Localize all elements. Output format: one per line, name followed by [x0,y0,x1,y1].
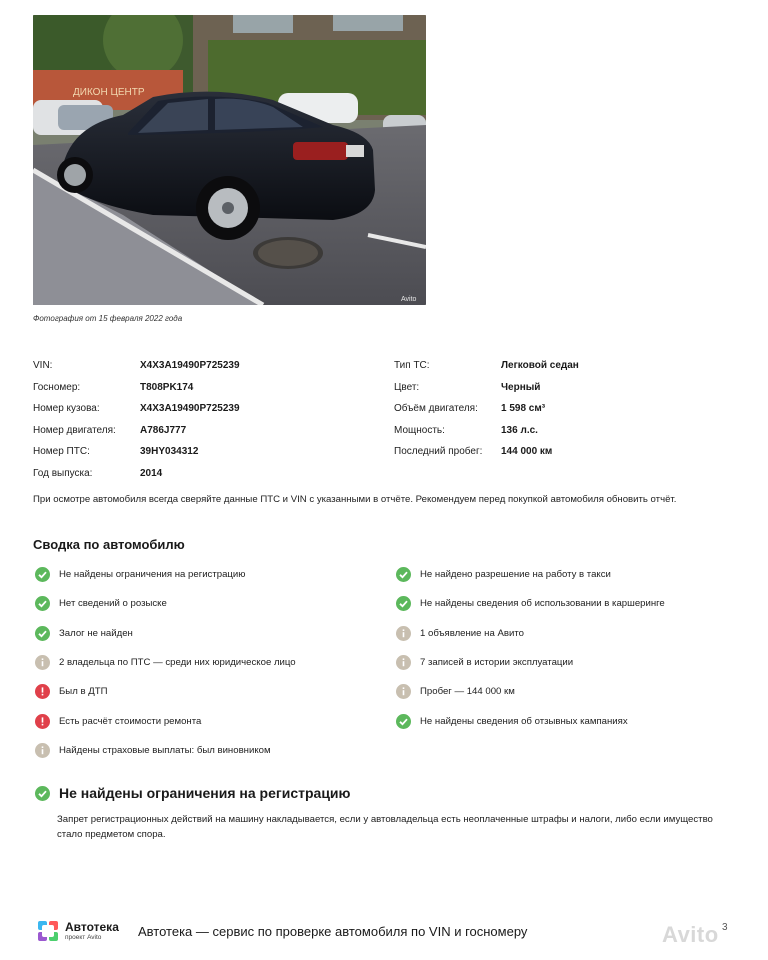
section-title [35,785,350,801]
warning-icon [35,714,50,729]
spec-label: Мощность: [394,424,445,436]
info-icon [35,743,50,758]
summary-text: 2 владельца по ПТС — среди них юридическое лицо [59,656,296,668]
summary-item [35,712,201,730]
spec-label: Объём двигателя: [394,403,478,415]
summary-title: Сводка по автомобилю [33,537,185,552]
photo-caption: Фотография от 15 февраля 2022 года [33,314,183,323]
spec-row [33,360,363,382]
spec-row [394,403,734,425]
spec-row [394,446,734,468]
summary-item [396,594,665,612]
spec-value: X4X3A19490P725239 [140,360,240,371]
summary-item [396,712,628,730]
spec-value: 136 л.с. [501,424,538,436]
spec-value: X4X3A19490P725239 [140,403,240,415]
spec-label: Тип ТС: [394,360,430,371]
info-icon [35,655,50,670]
summary-item [35,594,167,612]
summary-item [35,565,245,583]
summary-text: Нет сведений о розыске [59,597,167,609]
spec-row [394,360,734,382]
check-icon [35,626,50,641]
spec-label: Номер ПТС: [33,446,90,458]
summary-text: Найдены страховые выплаты: был виновником [59,744,271,756]
spec-value: 1 598 см³ [501,403,546,415]
section-text: Запрет регистрационных действий на машину накладывается, если у автовладельца есть неоплаченные штрафы и налоги, либо если имущество стало предметом спора. [57,814,713,840]
spec-value: T808PK174 [140,381,194,393]
check-icon [35,596,50,611]
specs-left [33,360,363,490]
specs-right [394,360,734,468]
summary-text: Был в ДТП [59,685,108,697]
spec-value: Легковой седан [501,360,579,371]
sign-text: ДИКОН ЦЕНТР [73,87,145,98]
spec-row [33,403,363,425]
spec-label: Цвет: [394,381,420,393]
check-icon [35,786,50,801]
spec-value: 39HY034312 [140,446,199,458]
logo-subtitle: проект Avito [65,933,102,941]
spec-value: A786J777 [140,424,187,436]
spec-label: VIN: [33,360,53,371]
summary-item [35,653,296,671]
spec-row [33,446,363,468]
autoteka-logo [37,920,119,942]
info-icon [396,626,411,641]
verification-note: При осмотре автомобиля всегда сверяйте данные ПТС и VIN с указанными в отчёте. Рекомендуем перед покупкой автомобиля обновить отчёт. [33,494,677,505]
summary-text: Пробег — 144 000 км [420,685,515,697]
summary-text: Не найдены сведения об отзывных кампаниях [420,715,628,727]
summary-text: 7 записей в истории эксплуатации [420,656,574,668]
summary-item [35,741,271,759]
spec-label: Номер двигателя: [33,424,116,436]
spec-label: Год выпуска: [33,467,93,479]
spec-row [33,468,363,490]
autoteka-logo-icon [37,920,59,942]
check-icon [396,596,411,611]
summary-text: Не найдено разрешение на работу в такси [420,568,611,580]
section-title-text: Не найдены ограничения на регистрацию [59,785,351,801]
spec-label: Последний пробег: [394,446,483,458]
spec-row [33,382,363,404]
summary-text: Не найдены ограничения на регистрацию [59,568,246,580]
summary-text: Есть расчёт стоимости ремонта [59,715,202,727]
spec-row [33,425,363,447]
logo-title: Автотека [65,919,119,934]
info-icon [396,684,411,699]
spec-row [394,425,734,447]
footer-tagline: Автотека — сервис по проверке автомобиля по VIN и госномеру [138,924,528,939]
check-icon [396,567,411,582]
spec-label: Номер кузова: [33,403,100,415]
summary-item [396,565,611,583]
avito-watermark: Avito [662,922,719,947]
spec-value: 144 000 км [501,446,553,458]
summary-item [396,624,524,642]
summary-item [396,653,573,671]
spec-label: Госномер: [33,381,81,393]
summary-text: Не найдены сведения об использовании в каршеринге [420,597,665,609]
summary-text: 1 объявление на Авито [420,627,524,639]
check-icon [396,714,411,729]
photo-watermark: Avito [401,296,417,303]
summary-text: Залог не найден [59,627,133,639]
spec-row [394,382,734,404]
spec-value: 2014 [140,467,163,479]
check-icon [35,567,50,582]
page-number: 3 [722,922,728,933]
info-icon [396,655,411,670]
summary-item [35,624,133,642]
summary-item [35,682,107,700]
summary-item [396,682,515,700]
spec-value: Черный [501,381,541,393]
car-photo [33,15,426,305]
warning-icon [35,684,50,699]
